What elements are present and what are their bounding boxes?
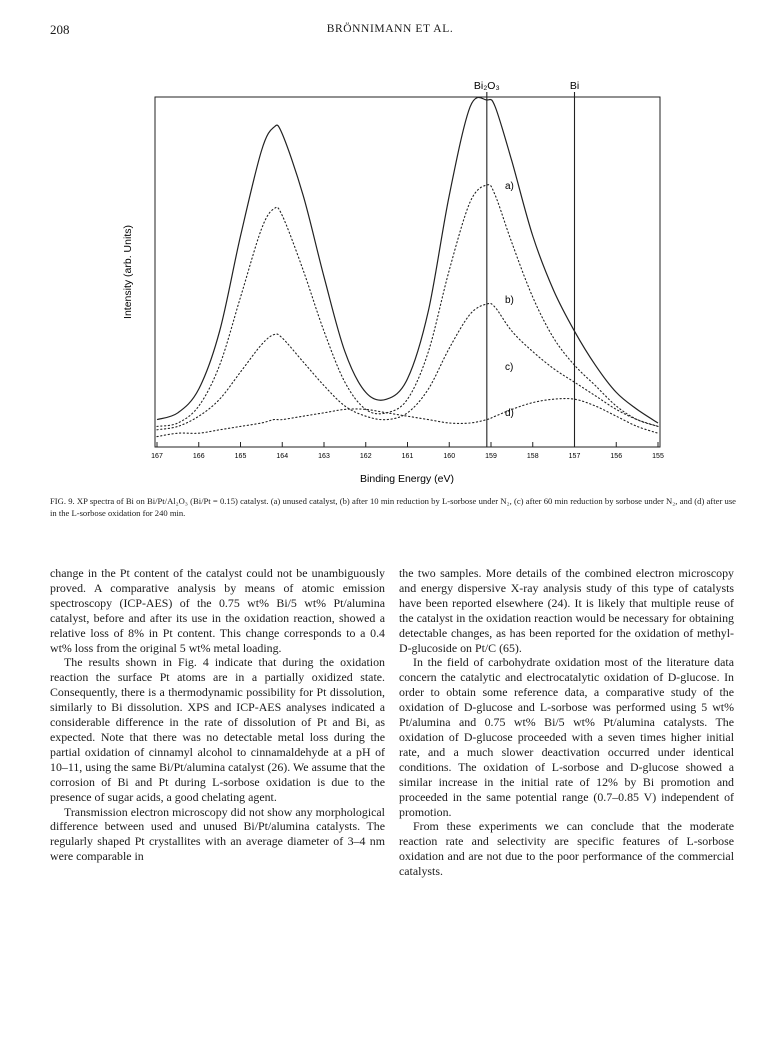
x-axis-ticks <box>151 442 664 460</box>
x-tick-label: 156 <box>610 453 623 460</box>
series-line <box>157 185 658 427</box>
paragraph: the two samples. More details of the combined electron microscopy and energy dispersive X-ray analysis study of this type of catalysts have been reported elsewhere (24). It is likely that multiple reuse of the catalyst in the oxidation reaction would be necessary for obtaining detectable changes, as has been reported for the oxidation of methyl-D-glucoside on Pt/C (65). <box>399 566 734 655</box>
curve-label: a) <box>505 181 514 192</box>
plot-frame <box>155 97 660 447</box>
x-tick-label: 158 <box>526 453 539 460</box>
paragraph: Transmission electron microscopy did not show any morphological difference between used and unused Bi/Pt/alumina catalysts. The regularly shaped Pt crystallites with an average diameter of 3–4 nm were comparable in <box>50 804 385 864</box>
x-tick-label: 159 <box>485 453 497 460</box>
paragraph: The results shown in Fig. 4 indicate that during the oxidation reaction the surface Pt atoms are in a partially oxidized state. Consequently, there is a thermodynamic possibility for Pt dissolution, similarly to Bi dissolution. XPS and ICP-AES analyses indicated a considerable difference in the rate of dissolution of Pt and Bi, as expected. Note that there was no detectable metal loss during the partial oxidation of cinnamyl alcohol to cinnamaldehyde at a pH of 10–11, using the same Bi/Pt/alumina catalyst (26). We assume that the corrosion of Bi and Pt during L-sorbose oxidation is due to the presence of sugar acids, a good chelating agent. <box>50 655 385 804</box>
series-line <box>157 399 658 437</box>
body-column-right <box>399 566 734 879</box>
x-tick-label: 163 <box>318 453 330 460</box>
x-tick-label: 161 <box>401 453 414 460</box>
x-tick-label: 167 <box>151 453 163 460</box>
paragraph: From these experiments we can conclude that the moderate reaction rate and selectivity are specific features of L-sorbose oxidation and are not due to the poor performance of the commercial catalysts. <box>399 819 734 879</box>
series-lines <box>157 97 658 436</box>
paragraph: In the field of carbohydrate oxidation most of the literature data concern the catalytic and electrocatalytic oxidation of D-glucose. In order to obtain some reference data, a comparative study of the oxidation of D-glucose and L-sorbose was performed using 5 wt% Pt/alumina and 0.75 wt% Bi/5 wt% Pt/alumina catalysts. The oxidation of D-glucose proceeded with a seven times higher initial rate, and a much slower deactivation occurred under identical conditions. The oxidation of L-sorbose and D-glucose showed a similar increase in the initial rate of 12% by Bi promotion and proceeded in the same potential range (0.7–0.85 V) independent of promotion. <box>399 655 734 819</box>
x-axis-label: Binding Energy (eV) <box>360 473 454 485</box>
x-tick-label: 155 <box>652 453 664 460</box>
curve-label: b) <box>505 295 514 306</box>
x-tick-label: 160 <box>443 453 456 460</box>
figure-caption: FIG. 9. XP spectra of Bi on Bi/Pt/Al₂O₃ (Bi/Pt = 0.15) catalyst. (a) unused catalyst, (b) after 10 min reduction by L-sorbose under N₂, (c) after 60 min reduction by sorbose under N₂, and (d) after use in the L-sorbose oxidation for 240 min. <box>50 496 736 518</box>
x-tick-label: 162 <box>359 453 372 460</box>
reference-line-label: Bi₂O₃ <box>473 80 500 92</box>
series-line <box>157 303 658 429</box>
x-tick-label: 166 <box>192 453 205 460</box>
curve-label: d) <box>505 408 514 419</box>
paragraph: change in the Pt content of the catalyst could not be unambiguously proved. A comparative analysis by means of atomic emission spectroscopy (ICP-AES) of the 0.75 wt% Bi/5 wt% Pt/alumina catalyst, before and after its use in the oxidation reaction, showed a relative loss of 8% in Pt content. This change corresponds to a 0.4 wt% loss from the original 5 wt% metal loading. <box>50 566 385 655</box>
curve-labels <box>505 181 514 419</box>
x-tick-label: 164 <box>276 453 289 460</box>
y-axis-label: Intensity (arb. Units) <box>122 225 134 319</box>
body-column-left <box>50 566 385 864</box>
page-number: 208 <box>50 22 70 37</box>
running-head: BRÖNNIMANN ET AL. <box>326 23 454 35</box>
x-tick-label: 165 <box>234 453 247 460</box>
series-line <box>157 97 658 423</box>
reference-lines <box>474 80 579 447</box>
x-tick-label: 157 <box>568 453 581 460</box>
xps-spectrum-figure <box>0 0 780 490</box>
curve-label: c) <box>505 362 514 373</box>
reference-line-label: Bi <box>569 80 580 92</box>
